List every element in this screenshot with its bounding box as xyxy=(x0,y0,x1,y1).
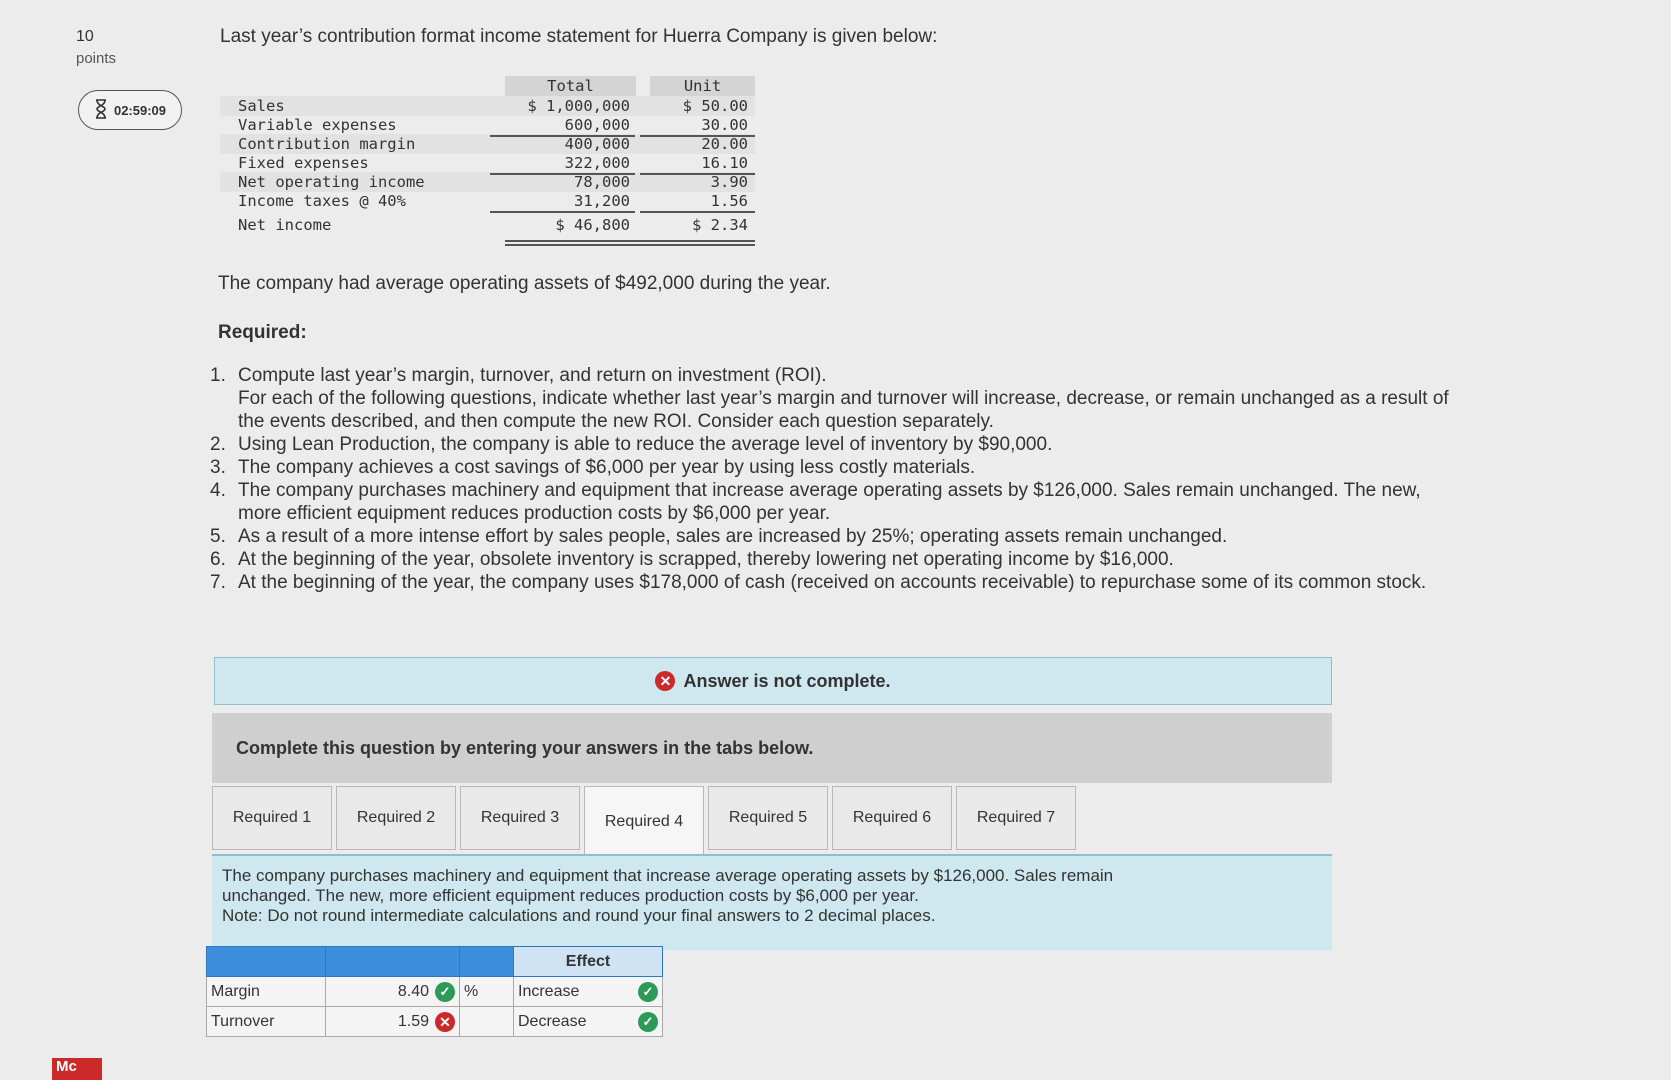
points-indicator xyxy=(76,28,116,67)
margin-effect-select[interactable]: Increase ✓ xyxy=(514,977,663,1007)
points-label: points xyxy=(76,50,117,67)
required-title: Required: xyxy=(218,322,307,343)
table-row xyxy=(207,1007,663,1037)
content-line: unchanged. The new, more efficient equipment reduces production costs by $6,000 per year. xyxy=(222,886,919,905)
list-item: 4. The company purchases machinery and equipment that increase average operating assets by $126,000. Sales remain unchanged. The new, more efficient equipment reduces production costs by $6,000 per year. xyxy=(210,480,1421,524)
list-item: 3. The company achieves a cost savings of $6,000 per year by using less costly materials. xyxy=(210,457,976,478)
alert-text: Answer is not complete. xyxy=(683,670,891,691)
list-item: 5. As a result of a more intense effort by sales people, sales are increased by 25%; operating assets remain unchanged. xyxy=(210,526,1228,547)
unit-label: % xyxy=(460,977,514,1007)
turnover-effect-select[interactable]: Decrease ✓ xyxy=(514,1007,663,1037)
error-x-icon: ✕ xyxy=(655,671,675,691)
tab-required-6[interactable]: Required 6 xyxy=(832,786,952,850)
tab-required-4[interactable]: Required 4 xyxy=(584,786,704,856)
points-value: 10 xyxy=(76,28,94,45)
timer[interactable] xyxy=(78,90,182,130)
tab-content xyxy=(212,854,1332,950)
list-item: 6. At the beginning of the year, obsolete inventory is scrapped, thereby lowering net operating income by $16,000. xyxy=(210,549,1174,570)
content-note: Note: Do not round intermediate calculations and round your final answers to 2 decimal places. xyxy=(222,906,936,925)
intro-text: Last year’s contribution format income statement for Huerra Company is given below: xyxy=(220,26,938,47)
check-icon: ✓ xyxy=(638,1012,658,1032)
column-header-total: Total xyxy=(505,76,636,96)
row-label: Turnover xyxy=(207,1007,326,1037)
tab-required-5[interactable]: Required 5 xyxy=(708,786,828,850)
margin-input[interactable]: 8.40 ✓ xyxy=(326,977,460,1007)
content-line: The company purchases machinery and equipment that increase average operating assets by $126,000. Sales remain xyxy=(222,866,1114,885)
turnover-input[interactable]: 1.59 ✕ xyxy=(326,1007,460,1037)
row-label: Margin xyxy=(207,977,326,1007)
hourglass-icon xyxy=(94,99,108,122)
column-header-unit: Unit xyxy=(650,76,755,96)
instruction-text: Complete this question by entering your answers in the tabs below. xyxy=(236,737,814,758)
question-list xyxy=(210,364,1450,594)
answer-status-banner xyxy=(214,657,1332,705)
tab-required-2[interactable]: Required 2 xyxy=(336,786,456,850)
tab-required-7[interactable]: Required 7 xyxy=(956,786,1076,850)
list-item: 7. At the beginning of the year, the company uses $178,000 of cash (received on accounts receivable) to repurchase some of its common stock. xyxy=(210,572,1427,593)
instruction-bar xyxy=(212,713,1332,783)
timer-value: 02:59:09 xyxy=(113,102,167,118)
tab-required-1[interactable]: Required 1 xyxy=(212,786,332,850)
answer-table xyxy=(206,946,663,1037)
check-icon: ✓ xyxy=(435,982,455,1002)
list-item: 1. Compute last year’s margin, turnover, and return on investment (ROI). For each of the following questions, indicate whether last year’s margin and turnover will increase, decrease, or remain unchanged as a result of the events described, and then compute the new ROI. Consider each question separately. xyxy=(210,365,1449,432)
error-x-icon: ✕ xyxy=(435,1012,455,1032)
assets-text: The company had average operating assets of $492,000 during the year. xyxy=(218,273,831,294)
unit-label xyxy=(460,1007,514,1037)
tab-required-3[interactable]: Required 3 xyxy=(460,786,580,850)
effect-header: Effect xyxy=(514,947,663,977)
list-item: 2. Using Lean Production, the company is able to reduce the average level of inventory by $90,000. xyxy=(210,434,1053,455)
mc-logo: Mc xyxy=(52,1058,102,1080)
check-icon: ✓ xyxy=(638,982,658,1002)
table-row xyxy=(207,977,663,1007)
